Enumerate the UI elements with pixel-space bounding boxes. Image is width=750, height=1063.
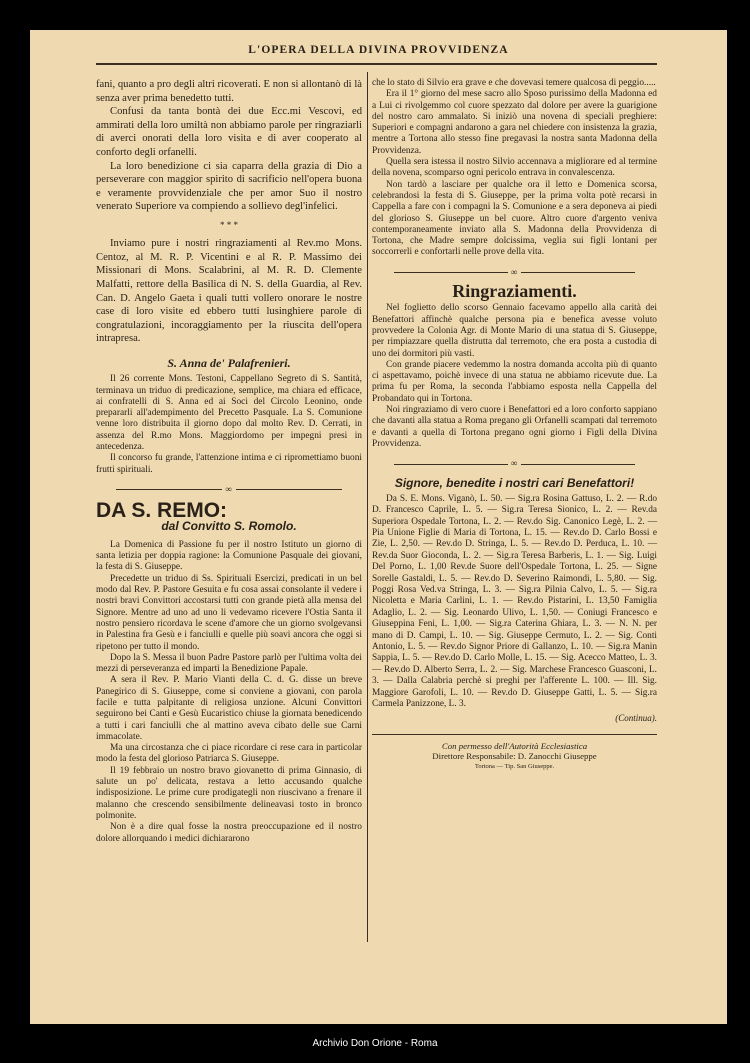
paragraph: Era il 1° giorno del mese sacro allo Sposo purissimo della Madonna ed a Lui ci rivolgemmo col cuore spezzato dal dolore per avere la guarigione del nostro caro ammalato. Si iniziò una novena di speciali preghiere: Superiori e compagni andarono a gara nel chiedere con insistenza la grazia, mentre a Tortona allo stesso fine pregavasi la nostra santa Madonna della Provvidenza.	[372, 89, 657, 156]
paragraph: Con grande piacere vedemmo la nostra domanda accolta più di quanto ci aspettavamo, poichè invece di una statua ne abbiamo ricevute due. La prima fu per Roma, la seconda l'abbiamo esposta nella Cappella del Probandato qui in Tortona.	[372, 359, 657, 404]
anna-title: S. Anna de' Palafrenieri.	[167, 355, 291, 370]
intro-section	[96, 78, 362, 346]
paragraph: Il 19 febbraio un nostro bravo giovanetto di prima Ginnasio, di salute un po' delicata, restava a letto accusando qualche indisposizione. Le prime cure prodigategli non riuscivano a frenare il malanno che crescendo sensibilmente delineavasi tosto in bronco polmonite.	[96, 765, 362, 821]
paragraph: fani, quanto a pro degli altri ricoverati. E non si allontanò di là senza aver prima benedetto tutti.	[96, 79, 362, 104]
column-divider	[367, 72, 368, 942]
thanks-paragraph: Inviamo pure i nostri ringraziamenti al Rev.mo Mons. Centoz, al M. R. P. Vicentini e al R. P. Massimo dei Missionari di Mons. Scalabrini, al M. R. D. Clemente Malfatti, rettore della Basilica di N. S. della Guardia, al Rev. Can. D. Angelo Gaeta i quali tutti vollero onorare le nostre case di loro visite ed ebbero tutti lusinghiere parole di congratulazioni, incoraggiamento per la riuscita dell'opera intrapresa.	[96, 238, 362, 345]
paragraph: Nel foglietto dello scorso Gennaio facevamo appello alla carità dei Benefattori affinchè qualche persona pia e benefica avesse voluto provvedere la Colonia Agr. di Monte Mario di una statua di S. Giuseppe, per rimpiazzare quella distrutta dal terremoto, che era posta a custodia di uno dei dormitori più vasti.	[372, 303, 657, 359]
paragraph: Confusi da tanta bontà dei due Ecc.mi Vescovi, ed ammirati della loro umiltà non abbiamo parole per ringraziarli di averci onorati della loro visita e di aver cooperato al conforto degli orfanelli.	[96, 106, 362, 158]
paragraph: Ma una circostanza che ci piace ricordare ci rese cara in particolar modo la festa del glorioso Patriarca S. Giuseppe.	[96, 743, 362, 765]
paragraph: Dopo la S. Messa il buon Padre Pastore parlò per l'ultima volta dei mezzi di perseveranza ed impartì la Benedizione Papale.	[96, 652, 362, 675]
continua-note: (Continua).	[615, 712, 657, 723]
remo-title: DA S. REMO:	[96, 499, 228, 523]
paragraph: La Domenica di Passione fu per il nostro Istituto un giorno di santa letizia per doppia ragione: la Comunione Pasquale dei giovani, la festa di S. Giuseppe.	[96, 539, 362, 573]
imprint-permission: Con permesso dell'Autorità Ecclesiastica	[441, 740, 588, 751]
imprint	[372, 734, 657, 773]
remo-subtitle: dal Convitto S. Romolo.	[161, 518, 297, 533]
archive-caption: Archivio Don Orione - Roma	[312, 1038, 438, 1049]
ornament-divider: ∞	[372, 458, 657, 469]
paragraph: A sera il Rev. P. Mario Vianti della C. d. G. disse un breve Panegirico di S. Giuseppe, come si conviene a giovani, con parola facile e tutta palpitante di religiosa unzione. Alcuni Convittori seguirono bei Canti e Gesù Eucaristico chiuse la giornata benedicendo a tutti i cari fanciulli che al mattino aveva cibato delle sue Carni immacolate.	[96, 675, 362, 742]
asterism: * * *	[220, 219, 238, 230]
benefactors-list	[372, 494, 657, 711]
header-rule	[96, 63, 657, 65]
imprint-director: Direttore Responsabile: D. Zanocchi Giuseppe	[432, 751, 597, 762]
benefactors-paragraph: Da S. E. Mons. Viganò, L. 50. — Sig.ra Rosina Gattuso, L. 2. — R.do D. Francesco Caprile, L. 5. — Sig.ra Teresa Sionico, L. 2. — Rev.da Superiora Ospedale Tortona, L. 2. — Rev.do Sig. Canonico Legè, L. 2. — Pia Unione Figlie di Maria di Tortona, L. 15. — Rev.do D. Carlo Bossi e Zie, L. 2,50. — Rev.do D. Stringa, L. 5. — Rev.do D. Perduca, L. 10. — Rev.da Suor Gioconda, L. 2. — Sig.ra Teresa Barberis, L. 1. — Sig. Luigi Del Porno, L. 1,00 Rev.de Suore dell'Ospedale Tortona, L. 25. — Signe Sorelle Gastaldi, L. 5. — Rev.do D. Severino Raimondi, L. 5,80. — Sig. Poggi Rosa Ved.va Stringa, L. 3. — Sig.ra Pilnia Calvo, L. 5. — Sig.ra Nicoletta e Maria Carlini, L. 1. — Rev.do Pistarini, L. 13,50 Famiglia Adaglio, L. 2. — Sig. Leonardo Ulivo, L. 1,50. — Coniugi Francesco e Giuseppina Feni, L. 1,00. — Sig.ra Caterina Ghiara, L. 3. — N. N. per mano di D. Campi, L. 10. — Sig. Giuseppe Cermuto, L. 2. — Sig. Conti Antonio, L. 5. — Rev.do Signor Priore di Gallanzo, L. 10. — Sig.ra Manin Sappia, L. 5. — Rev.do D. Carlo Molle, L. 15. — Sig. Acecco Matteo, L. 3. — Rev.do D. Alberto Serra, L. 2. — Sig. Marchese Francesco Guasconi, L. 3. — Dalla Calabria perchè si preghi per l'afferente L. 100. — Ill. Sig. Maggiore Garofoli, L. 10. — Rev.do D. Giuseppe Gatti, L. 5. — Sig.ra Carmela Panizzone, L. 3.	[372, 493, 657, 710]
left-column	[96, 78, 362, 845]
paragraph: Non è a dire qual fosse la nostra preoccupazione ed il nostro dolore allorquando i medici dichiararono	[96, 822, 362, 844]
paragraph: che lo stato di Silvio era grave e che dovevasi temere qualcosa di peggio.....	[372, 78, 656, 88]
imprint-printer: Tortona — Tip. San Giuseppe.	[474, 762, 555, 770]
paragraph: La loro benedizione ci sia caparra della grazia di Dio a perseverare con maggior spirito di sacrificio nell'opera buona e veramente provvidenziale che per amor Suo il nostro venerato Superiore va compiendo a sollievo degl'infelici.	[96, 160, 362, 213]
ornament-divider: ∞	[372, 267, 657, 278]
paragraph: Il concorso fu grande, l'attenzione intima e ci ripromettiamo buoni frutti spirituali.	[96, 453, 362, 475]
ornament-divider: ∞	[96, 484, 362, 495]
paragraph: Non tardò a lasciare per qualche ora il letto e Domenica scorsa, celebrandosi la festa di S. Giuseppe, per la prima volta potè recarsi in Cappella a fare con i compagni la S. Comunione e a sera deponeva ai piedi del glorioso S. Giuseppe un bel cuore. Altro cuore d'argento veniva contemporaneamente inviato alla S. Madonna della Provvidenza di Tortona, che Madre sempre dolcissima, veglia sui figli lontani per soccorrerli e confortarli nelle prove della vita.	[372, 179, 657, 258]
paragraph: Il 26 corrente Mons. Testoni, Cappellano Segreto di S. Santità, terminava un triduo di predicazione, semplice, ma chiara ed efficace, ai confratelli di S. Anna ed ai Soci del Circolo Leonino, onde prepararli all'adempimento del Precetto Pasquale. La S. Comunione venne loro distribuita il giorno dopo dal molto Rev. D. Cerrati, in assenza del R.mo Mons. Maggiordomo per impegni presi in antecedenza.	[96, 374, 362, 453]
right-column	[372, 78, 657, 772]
newspaper-page	[30, 30, 727, 1024]
ringraziamenti-title: Ringraziamenti.	[452, 281, 577, 302]
paragraph: Precedette un triduo di Ss. Spirituali Esercizi, predicati in un bel modo dal Rev. P. Pastore Gesuita e fu cosa assai consolante il vedere i nostri bravi Convittori accostarsi tutti con grande pietà alla mensa del Signore. Mentre ad uno ad uno li vedevamo ricevere l'Ostia Santa il nostro pensiero ricordava le scene d'amore che un giorno svolgevansi in Palestina fra Gesù e i fanciulli e quelle più soavi ancora che oggi si ripetono per tutto il mondo.	[96, 573, 362, 652]
benefactors-title: Signore, benedite i nostri cari Benefattori!	[394, 475, 635, 490]
paragraph: Noi ringraziamo di vero cuore i Benefattori ed a loro conforto sappiano che davanti alla statua a Roma pregano gli Orfanelli scampati dal terremoto e davanti a quella di Tortona pregano ogni giorno i Figli della Divina Provvidenza.	[372, 405, 657, 449]
paragraph: Quella sera istessa il nostro Silvio accennava a migliorare ed al termine della novena, scomparso ogni pericolo entrava in convalescenza.	[372, 157, 657, 179]
page-header: L'OPERA DELLA DIVINA PROVVIDENZA	[248, 44, 509, 56]
